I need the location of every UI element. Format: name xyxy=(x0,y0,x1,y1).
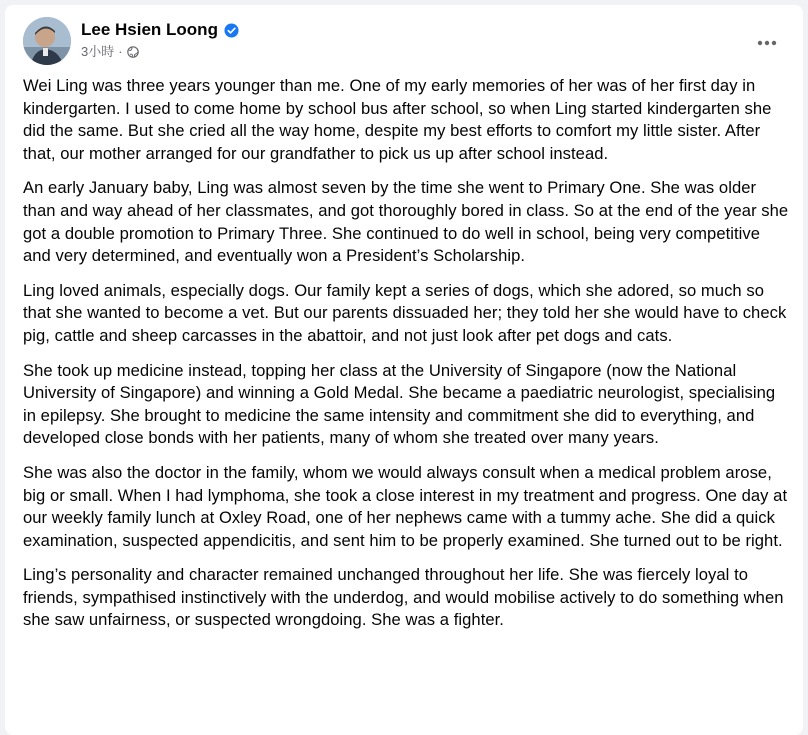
author-block xyxy=(81,19,239,60)
meta-separator: · xyxy=(118,44,123,59)
post-paragraph-2: An early January baby, Ling was almost seven by the time she went to Primary One. She was older than and way ahead of her classmates, and got thoroughly bored in class. So at the end of the year she got a double promotion to Primary Three. She continued to do well in school, being very competitive and very determined, and eventually won a President’s Scholarship. xyxy=(23,178,789,266)
post-paragraph-1: Wei Ling was three years younger than me. One of my early memories of her was of her first day in kindergarten. I used to come home by school bus after school, so when Ling started kindergarten she did the same. But she cried all the way home, despite my best efforts to comfort my little sister. After that, our mother arranged for our grandfather to pick us up after school instead. xyxy=(23,76,772,163)
post-paragraph-4: She took up medicine instead, topping her class at the University of Singapore (now the National University of Singapore) and winning a Gold Medal. She became a paediatric neurologist, specialising in epilepsy. She brought to medicine the same intensity and commitment she did to everything, and developed close bonds with her patients, many of whom she treated over many years. xyxy=(23,360,776,448)
post-paragraph-5: She was also the doctor in the family, whom we would always consult when a medical problem arose, big or small. When I had lymphoma, she took a close interest in my treatment and progress. One day at our weekly family lunch at Oxley Road, one of her nephews came with a tummy ache. She did a quick examination, suspected appendicitis, and sent him to be properly examined. She turned out to be right. xyxy=(23,462,788,550)
post-card xyxy=(5,5,803,735)
more-options-button[interactable] xyxy=(749,25,785,61)
verified-badge-icon xyxy=(224,23,239,38)
author-line xyxy=(81,19,239,41)
post-paragraph-3: Ling loved animals, especially dogs. Our family kept a series of dogs, which she adored, so much so that she wanted to become a vet. But our parents dissuaded her; they told her she would have to check pig, cattle and sheep carcasses in the abattoir, and not just look after pet dogs and cats. xyxy=(23,280,787,345)
author-name[interactable]: Lee Hsien Loong xyxy=(81,20,218,39)
post-meta xyxy=(81,44,239,60)
post-body xyxy=(23,75,789,644)
avatar-image xyxy=(23,17,71,65)
post-timestamp[interactable]: 3小時 xyxy=(81,44,115,59)
globe-icon[interactable] xyxy=(127,46,139,58)
post-paragraph-6: Ling’s personality and character remained unchanged throughout her life. She was fiercely loyal to friends, sympathised instinctively with the underdog, and would mobilise actively to do something when she saw unfairness, or suspected wrongdoing. She was a fighter. xyxy=(23,565,784,630)
post-header xyxy=(23,17,785,69)
avatar[interactable] xyxy=(23,17,71,65)
more-options-icon xyxy=(757,40,777,46)
